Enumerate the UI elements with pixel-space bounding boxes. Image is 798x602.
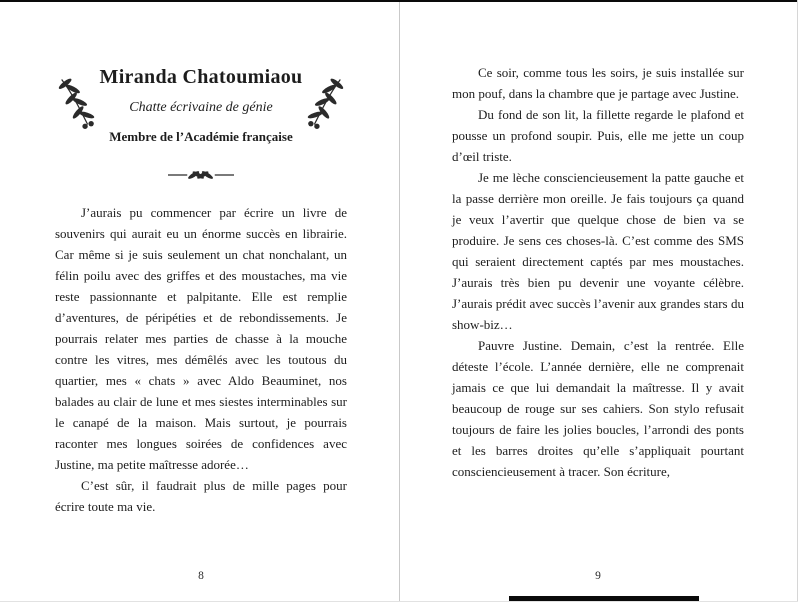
right-page-text xyxy=(452,62,744,482)
paragraph: C’est sûr, il faudrait plus de mille pages pour écrire toute ma vie. xyxy=(55,478,347,514)
author-affiliation: Membre de l’Académie française xyxy=(109,129,293,144)
left-page xyxy=(55,0,347,601)
olive-branch-right-icon xyxy=(297,72,349,132)
paragraph: Pauvre Justine. Demain, c’est la rentrée. Elle déteste l’école. L’année dernière, elle ne comprenait jamais ce que lui demandait la maîtresse. Il y avait beaucoup de rouge sur ses cahiers. Son stylo refusait toujours de faire les jolies boucles, l’arrondi des ponts et les barres droites qu’elle s’appliquait pourtant consciencieusement à tracer. Son écriture, xyxy=(452,338,744,479)
author-title: Miranda Chatoumiaou xyxy=(99,66,303,88)
olive-branch-left-icon xyxy=(53,72,105,132)
left-page-number: 8 xyxy=(198,570,204,582)
chapter-header xyxy=(55,66,347,145)
paragraph: Je me lèche consciencieusement la patte gauche et la passe derrière mon oreille. Je fais toujours ça quand je veux l’avertir que quelque chose de bien va se produire. Je sens ces choses-là. C’est comme des SMS qui seraient directement captés par mes moustaches. J’aurais très bien pu devenir une voyante célèbre. J’aurais prédit avec succès l’avenir aux grandes stars du show-biz… xyxy=(452,170,744,332)
right-page-number: 9 xyxy=(595,570,601,582)
paragraph: Du fond de son lit, la fillette regarde le plafond et pousse un profond soupir. Puis, elle me jette un coup d’œil triste. xyxy=(452,107,744,164)
paragraph: J’aurais pu commencer par écrire un livre de souvenirs qui aurait eu un énorme succès en librairie. Car même si je suis seulement un chat nonchalant, un félin poilu avec des griffes et des moustaches, ma vie reste passionnante et palpitante. Elle est remplie d’aventures, de péripéties et de rebondissements. Je pourrais relater mes parties de chasse à la mouche contre les vitres, mes démêlés avec les toutous du quartier, mes « chats » avec Aldo Beauminet, nos balades au clair de lune et mes siestes interminables sur le canapé de la maison. Mais surtout, je pourrais raconter mes longues soirées de confidences avec Justine, ma petite maîtresse adorée… xyxy=(55,205,347,472)
page-gutter-line xyxy=(399,2,400,601)
bottom-edge-bar xyxy=(509,596,699,601)
right-page xyxy=(452,0,744,601)
left-page-text xyxy=(55,202,347,517)
vine-ornament-divider-icon xyxy=(168,168,234,182)
author-subtitle: Chatte écrivaine de génie xyxy=(129,100,273,115)
paragraph: Ce soir, comme tous les soirs, je suis installée sur mon pouf, dans la chambre que je partage avec Justine. xyxy=(452,65,744,101)
